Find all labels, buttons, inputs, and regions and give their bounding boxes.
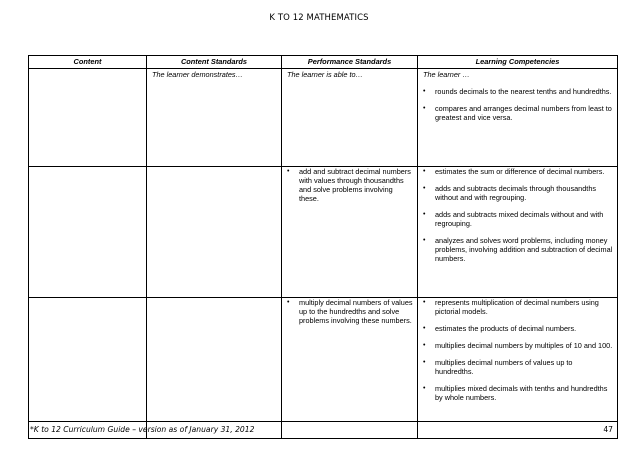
bullet-icon: • [287, 168, 290, 175]
competency-list [418, 167, 617, 263]
list-item: • add and subtract decimal numbers with values through thousandths and solve problems involving these. [287, 167, 411, 203]
table-header-row [29, 56, 618, 69]
column-header-content-standards: Content Standards [147, 56, 282, 69]
column-header-performance-standards: Performance Standards [282, 56, 418, 69]
curriculum-table [28, 55, 618, 439]
list-item: • compares and arranges decimal numbers from least to greatest and vice versa. [423, 104, 612, 122]
content-standards-cell [147, 298, 282, 439]
column-header-learning-competencies: Learning Competencies [418, 56, 618, 69]
bullet-icon: • [423, 325, 426, 332]
content-cell [29, 167, 147, 298]
bullet-icon: • [423, 385, 426, 392]
content-standards-cell [147, 69, 282, 167]
competency-list [418, 298, 617, 402]
content-cell [29, 298, 147, 439]
list-item: • multiplies decimal numbers of values up to hundredths. [423, 358, 573, 376]
list-item: • adds and subtracts mixed decimals without and with regrouping. [423, 210, 604, 228]
bullet-icon: • [423, 299, 426, 306]
bullet-icon: • [423, 168, 426, 175]
list-item: • multiplies mixed decimals with tenths and hundredths by whole numbers. [423, 384, 608, 402]
list-item: • estimates the sum or difference of decimal numbers. [423, 167, 605, 176]
page-header-title: K TO 12 MATHEMATICS [269, 13, 369, 23]
list-item: • multiplies decimal numbers by multiples of 10 and 100. [423, 341, 613, 350]
performance-standards-cell [282, 167, 418, 298]
content-standards-lead: The learner demonstrates… [152, 70, 243, 79]
content-cell [29, 69, 147, 167]
page-number: 47 [603, 425, 613, 434]
bullet-icon: • [423, 237, 426, 244]
footer-note: *K to 12 Curriculum Guide – version as of January 31, 2012 [30, 425, 255, 434]
competency-list [418, 87, 617, 122]
table-row [29, 298, 618, 439]
list-item: • analyzes and solves word problems, including money problems, involving addition and subtraction of decimal numbers. [423, 236, 613, 263]
list-item: • multiply decimal numbers of values up to the hundredths and solve problems involving these numbers. [287, 298, 413, 325]
bullet-icon: • [287, 299, 290, 306]
bullet-icon: • [423, 88, 426, 95]
performance-list [282, 167, 417, 203]
list-item: • estimates the products of decimal numbers. [423, 324, 577, 333]
list-item: • represents multiplication of decimal numbers using pictorial models. [423, 298, 599, 316]
learning-competencies-cell [418, 298, 618, 439]
performance-list [282, 298, 417, 325]
bullet-icon: • [423, 105, 426, 112]
bullet-icon: • [423, 211, 426, 218]
performance-standards-lead: The learner is able to… [287, 70, 363, 79]
page-footer [28, 421, 617, 434]
list-item: • adds and subtracts decimals through thousandths without and with regrouping. [423, 184, 597, 202]
content-standards-cell [147, 167, 282, 298]
performance-standards-cell [282, 298, 418, 439]
column-header-content: Content [29, 56, 147, 69]
bullet-icon: • [423, 342, 426, 349]
learning-competencies-lead: The learner … [423, 70, 470, 79]
performance-standards-cell [282, 69, 418, 167]
bullet-icon: • [423, 359, 426, 366]
learning-competencies-cell [418, 69, 618, 167]
list-item: • rounds decimals to the nearest tenths and hundredths. [423, 87, 612, 96]
table-row [29, 69, 618, 167]
bullet-icon: • [423, 185, 426, 192]
learning-competencies-cell [418, 167, 618, 298]
table-row [29, 167, 618, 298]
